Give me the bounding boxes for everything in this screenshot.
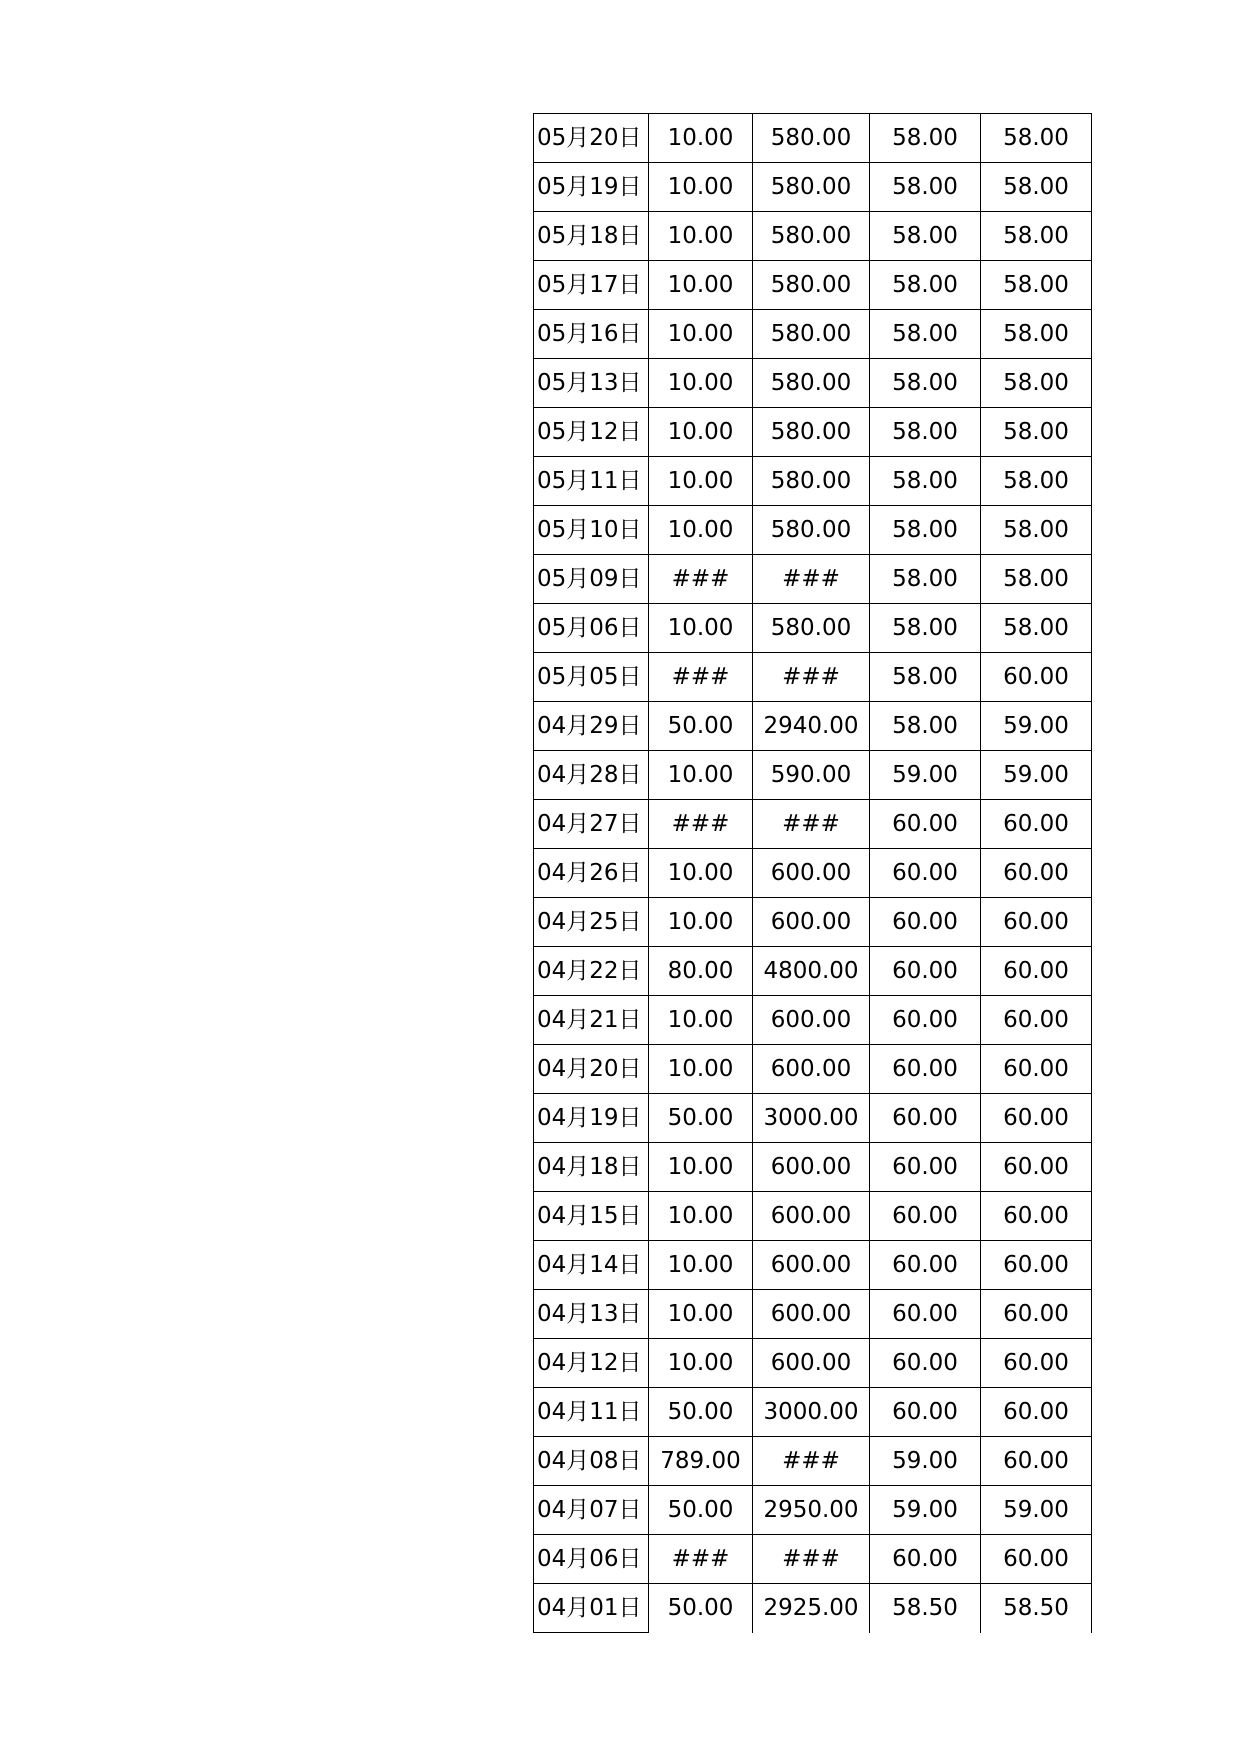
table-row — [534, 1290, 1092, 1339]
quantity-cell: ### — [649, 800, 753, 849]
price-cell: 58.00 — [870, 310, 981, 359]
table-row — [534, 261, 1092, 310]
quantity-cell: ### — [649, 555, 753, 604]
quantity-cell: 50.00 — [649, 1388, 753, 1437]
amount-cell: 590.00 — [753, 751, 870, 800]
price-cell-2: 60.00 — [981, 849, 1092, 898]
date-cell: 05月05日 — [534, 653, 649, 702]
price-cell-2: 60.00 — [981, 1535, 1092, 1584]
table-row — [534, 751, 1092, 800]
price-cell: 60.00 — [870, 898, 981, 947]
quantity-cell: 10.00 — [649, 1241, 753, 1290]
amount-cell: 580.00 — [753, 457, 870, 506]
price-cell-2: 60.00 — [981, 1192, 1092, 1241]
quantity-cell: 50.00 — [649, 1094, 753, 1143]
table-row — [534, 359, 1092, 408]
quantity-cell: 10.00 — [649, 996, 753, 1045]
price-cell: 58.00 — [870, 212, 981, 261]
quantity-cell: 50.00 — [649, 1486, 753, 1535]
table-row — [534, 1241, 1092, 1290]
amount-cell: 2950.00 — [753, 1486, 870, 1535]
price-cell-2: 60.00 — [981, 1388, 1092, 1437]
price-cell-2: 58.00 — [981, 604, 1092, 653]
quantity-cell: 10.00 — [649, 849, 753, 898]
data-table — [533, 113, 1092, 1633]
amount-cell: 600.00 — [753, 1143, 870, 1192]
price-cell-2: 58.00 — [981, 163, 1092, 212]
price-cell-2: 58.00 — [981, 212, 1092, 261]
amount-cell: 600.00 — [753, 1290, 870, 1339]
price-cell: 59.00 — [870, 1486, 981, 1535]
date-cell: 04月20日 — [534, 1045, 649, 1094]
price-cell-2: 60.00 — [981, 947, 1092, 996]
table-row — [534, 1388, 1092, 1437]
price-cell: 60.00 — [870, 1143, 981, 1192]
quantity-cell: 10.00 — [649, 1192, 753, 1241]
price-cell: 60.00 — [870, 849, 981, 898]
price-cell: 58.50 — [870, 1584, 981, 1633]
date-cell: 04月15日 — [534, 1192, 649, 1241]
price-cell-2: 58.00 — [981, 261, 1092, 310]
price-cell: 60.00 — [870, 800, 981, 849]
quantity-cell: 10.00 — [649, 163, 753, 212]
table-row — [534, 604, 1092, 653]
quantity-cell: 10.00 — [649, 1290, 753, 1339]
price-cell: 60.00 — [870, 996, 981, 1045]
price-cell: 59.00 — [870, 751, 981, 800]
quantity-cell: 10.00 — [649, 457, 753, 506]
amount-cell: 580.00 — [753, 114, 870, 163]
table-row — [534, 310, 1092, 359]
amount-cell: 580.00 — [753, 261, 870, 310]
table-row — [534, 1486, 1092, 1535]
price-cell-2: 58.00 — [981, 408, 1092, 457]
price-cell: 58.00 — [870, 702, 981, 751]
quantity-cell: 10.00 — [649, 1339, 753, 1388]
date-cell: 04月07日 — [534, 1486, 649, 1535]
price-cell-2: 60.00 — [981, 1339, 1092, 1388]
price-cell-2: 58.00 — [981, 506, 1092, 555]
quantity-cell: 10.00 — [649, 212, 753, 261]
date-cell: 04月27日 — [534, 800, 649, 849]
date-cell: 05月20日 — [534, 114, 649, 163]
price-cell-2: 59.00 — [981, 702, 1092, 751]
price-cell: 58.00 — [870, 506, 981, 555]
price-cell: 60.00 — [870, 1388, 981, 1437]
price-cell: 59.00 — [870, 1437, 981, 1486]
price-cell-2: 60.00 — [981, 1143, 1092, 1192]
quantity-cell: 10.00 — [649, 506, 753, 555]
table-body — [534, 114, 1092, 1633]
quantity-cell: 789.00 — [649, 1437, 753, 1486]
date-cell: 04月19日 — [534, 1094, 649, 1143]
price-cell-2: 58.00 — [981, 457, 1092, 506]
price-cell: 60.00 — [870, 1290, 981, 1339]
date-cell: 04月28日 — [534, 751, 649, 800]
table-row — [534, 555, 1092, 604]
price-cell: 58.00 — [870, 555, 981, 604]
price-cell: 60.00 — [870, 947, 981, 996]
date-cell: 04月11日 — [534, 1388, 649, 1437]
quantity-cell: 80.00 — [649, 947, 753, 996]
price-cell: 60.00 — [870, 1045, 981, 1094]
price-cell: 58.00 — [870, 114, 981, 163]
price-cell-2: 59.00 — [981, 751, 1092, 800]
table-row — [534, 1094, 1092, 1143]
price-cell: 58.00 — [870, 408, 981, 457]
price-cell-2: 60.00 — [981, 996, 1092, 1045]
quantity-cell: 10.00 — [649, 1143, 753, 1192]
quantity-cell: 10.00 — [649, 898, 753, 947]
date-cell: 04月26日 — [534, 849, 649, 898]
date-cell: 04月29日 — [534, 702, 649, 751]
amount-cell: 600.00 — [753, 1241, 870, 1290]
price-cell-2: 58.00 — [981, 310, 1092, 359]
date-cell: 04月21日 — [534, 996, 649, 1045]
table-row — [534, 702, 1092, 751]
quantity-cell: 10.00 — [649, 408, 753, 457]
date-cell: 05月06日 — [534, 604, 649, 653]
amount-cell: 600.00 — [753, 1045, 870, 1094]
amount-cell: ### — [753, 653, 870, 702]
amount-cell: 4800.00 — [753, 947, 870, 996]
quantity-cell: 10.00 — [649, 310, 753, 359]
price-cell: 58.00 — [870, 457, 981, 506]
amount-cell: ### — [753, 555, 870, 604]
date-cell: 05月11日 — [534, 457, 649, 506]
price-cell-2: 58.00 — [981, 114, 1092, 163]
price-cell: 60.00 — [870, 1192, 981, 1241]
amount-cell: ### — [753, 1535, 870, 1584]
amount-cell: 580.00 — [753, 408, 870, 457]
price-cell-2: 58.50 — [981, 1584, 1092, 1633]
table-row — [534, 1535, 1092, 1584]
price-cell: 58.00 — [870, 261, 981, 310]
price-cell: 60.00 — [870, 1535, 981, 1584]
table-row — [534, 996, 1092, 1045]
price-cell-2: 60.00 — [981, 898, 1092, 947]
quantity-cell: 10.00 — [649, 604, 753, 653]
amount-cell: 580.00 — [753, 506, 870, 555]
quantity-cell: 10.00 — [649, 751, 753, 800]
amount-cell: ### — [753, 1437, 870, 1486]
table-row — [534, 163, 1092, 212]
amount-cell: 580.00 — [753, 359, 870, 408]
date-cell: 05月17日 — [534, 261, 649, 310]
date-cell: 05月10日 — [534, 506, 649, 555]
table-row — [534, 1437, 1092, 1486]
amount-cell: ### — [753, 800, 870, 849]
table-row — [534, 457, 1092, 506]
price-cell-2: 58.00 — [981, 555, 1092, 604]
price-cell-2: 58.00 — [981, 359, 1092, 408]
price-cell: 58.00 — [870, 653, 981, 702]
amount-cell: 2940.00 — [753, 702, 870, 751]
table-row — [534, 506, 1092, 555]
table-row — [534, 1143, 1092, 1192]
amount-cell: 580.00 — [753, 310, 870, 359]
price-cell: 60.00 — [870, 1241, 981, 1290]
date-cell: 04月13日 — [534, 1290, 649, 1339]
table-row — [534, 947, 1092, 996]
table-row — [534, 898, 1092, 947]
quantity-cell: ### — [649, 1535, 753, 1584]
date-cell: 05月19日 — [534, 163, 649, 212]
price-cell-2: 60.00 — [981, 1241, 1092, 1290]
date-cell: 04月01日 — [534, 1584, 649, 1633]
date-cell: 04月18日 — [534, 1143, 649, 1192]
price-cell-2: 60.00 — [981, 1290, 1092, 1339]
price-cell: 58.00 — [870, 163, 981, 212]
amount-cell: 600.00 — [753, 898, 870, 947]
price-cell: 58.00 — [870, 359, 981, 408]
date-cell: 05月18日 — [534, 212, 649, 261]
table-row — [534, 849, 1092, 898]
amount-cell: 580.00 — [753, 212, 870, 261]
price-cell: 58.00 — [870, 604, 981, 653]
amount-cell: 3000.00 — [753, 1094, 870, 1143]
amount-cell: 2925.00 — [753, 1584, 870, 1633]
amount-cell: 600.00 — [753, 1339, 870, 1388]
amount-cell: 600.00 — [753, 849, 870, 898]
date-cell: 05月12日 — [534, 408, 649, 457]
price-cell: 60.00 — [870, 1339, 981, 1388]
date-cell: 05月16日 — [534, 310, 649, 359]
table-row — [534, 1045, 1092, 1094]
date-cell: 04月22日 — [534, 947, 649, 996]
table-row — [534, 653, 1092, 702]
table-row — [534, 1339, 1092, 1388]
price-cell-2: 60.00 — [981, 653, 1092, 702]
table-row — [534, 212, 1092, 261]
date-cell: 05月13日 — [534, 359, 649, 408]
price-cell: 60.00 — [870, 1094, 981, 1143]
amount-cell: 580.00 — [753, 604, 870, 653]
date-cell: 04月08日 — [534, 1437, 649, 1486]
price-cell-2: 60.00 — [981, 1045, 1092, 1094]
amount-cell: 3000.00 — [753, 1388, 870, 1437]
quantity-cell: 10.00 — [649, 114, 753, 163]
date-cell: 04月12日 — [534, 1339, 649, 1388]
amount-cell: 600.00 — [753, 996, 870, 1045]
table-row — [534, 408, 1092, 457]
price-cell-2: 60.00 — [981, 800, 1092, 849]
amount-cell: 580.00 — [753, 163, 870, 212]
price-cell-2: 60.00 — [981, 1437, 1092, 1486]
date-cell: 04月25日 — [534, 898, 649, 947]
quantity-cell: 50.00 — [649, 1584, 753, 1633]
quantity-cell: 10.00 — [649, 1045, 753, 1094]
date-cell: 04月14日 — [534, 1241, 649, 1290]
amount-cell: 600.00 — [753, 1192, 870, 1241]
table-row — [534, 1192, 1092, 1241]
quantity-cell: 10.00 — [649, 359, 753, 408]
quantity-cell: ### — [649, 653, 753, 702]
quantity-cell: 50.00 — [649, 702, 753, 751]
price-cell-2: 59.00 — [981, 1486, 1092, 1535]
table-row — [534, 1584, 1092, 1633]
price-cell-2: 60.00 — [981, 1094, 1092, 1143]
quantity-cell: 10.00 — [649, 261, 753, 310]
table-row — [534, 114, 1092, 163]
table-row — [534, 800, 1092, 849]
date-cell: 05月09日 — [534, 555, 649, 604]
date-cell: 04月06日 — [534, 1535, 649, 1584]
